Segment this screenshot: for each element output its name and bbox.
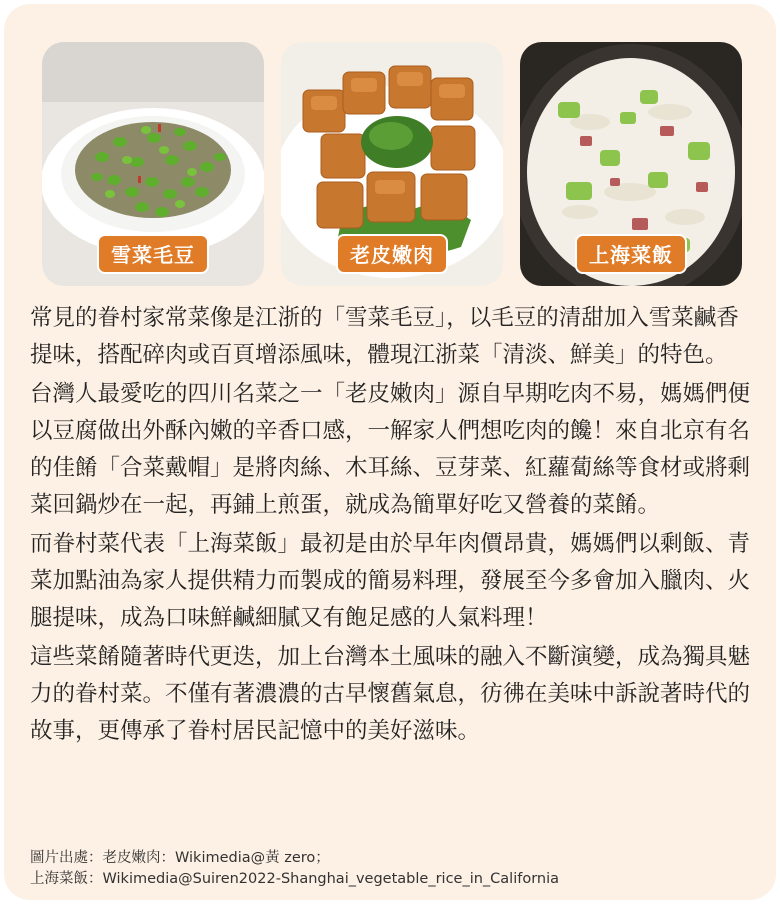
- photo-tofu: [281, 42, 503, 286]
- paragraph-tofu: 台灣人最愛吃的四川名菜之一「老皮嫩肉」源自早期吃肉不易，媽媽們便以豆腐做出外酥內嫩的辛香口感，一解家人們想吃肉的饞！來自北京有名的佳餚「合菜戴帽」是將肉絲、木耳絲、豆芽菜、紅蘿蔔絲等食材或將剩菜回鍋炒在一起，再鋪上煎蛋，就成為簡單好吃又營養的菜餚。: [30, 381, 751, 518]
- article-body: [30, 300, 760, 752]
- credit-line-2: 上海菜飯：Wikimedia@Suiren2022-Shanghai_vegetable_rice_in_California: [30, 871, 560, 887]
- photo-rice: [520, 42, 742, 286]
- photo-row: [42, 42, 742, 286]
- paragraph-rice: 而眷村菜代表「上海菜飯」最初是由於早年肉價昂貴，媽媽們以剩飯、青菜加點油為家人提供精力而製成的簡易料理，發展至今多會加入臘肉、火腿提味，成為口味鮮鹹細膩又有飽足感的人氣料理！: [30, 531, 751, 631]
- photo-caption-tofu: 老皮嫩肉: [336, 234, 448, 274]
- photo-edamame: [42, 42, 264, 286]
- photo-caption-rice: 上海菜飯: [575, 234, 687, 274]
- paragraph-edamame: 常見的眷村家常菜像是江浙的「雪菜毛豆」，以毛豆的清甜加入雪菜鹹香提味，搭配碎肉或百頁增添風味，體現江浙菜「清淡、鮮美」的特色。: [30, 305, 739, 368]
- image-credits: [30, 848, 770, 890]
- article-card: [4, 4, 776, 900]
- paragraph-conclusion: 這些菜餚隨著時代更迭，加上台灣本土風味的融入不斷演變，成為獨具魅力的眷村菜。不僅有著濃濃的古早懷舊氣息，彷彿在美味中訴說著時代的故事，更傳承了眷村居民記憶中的美好滋味。: [30, 644, 751, 744]
- credit-line-1: 圖片出處：老皮嫩肉：Wikimedia@黃 zero；: [30, 850, 330, 866]
- photo-caption-edamame: 雪菜毛豆: [97, 234, 209, 274]
